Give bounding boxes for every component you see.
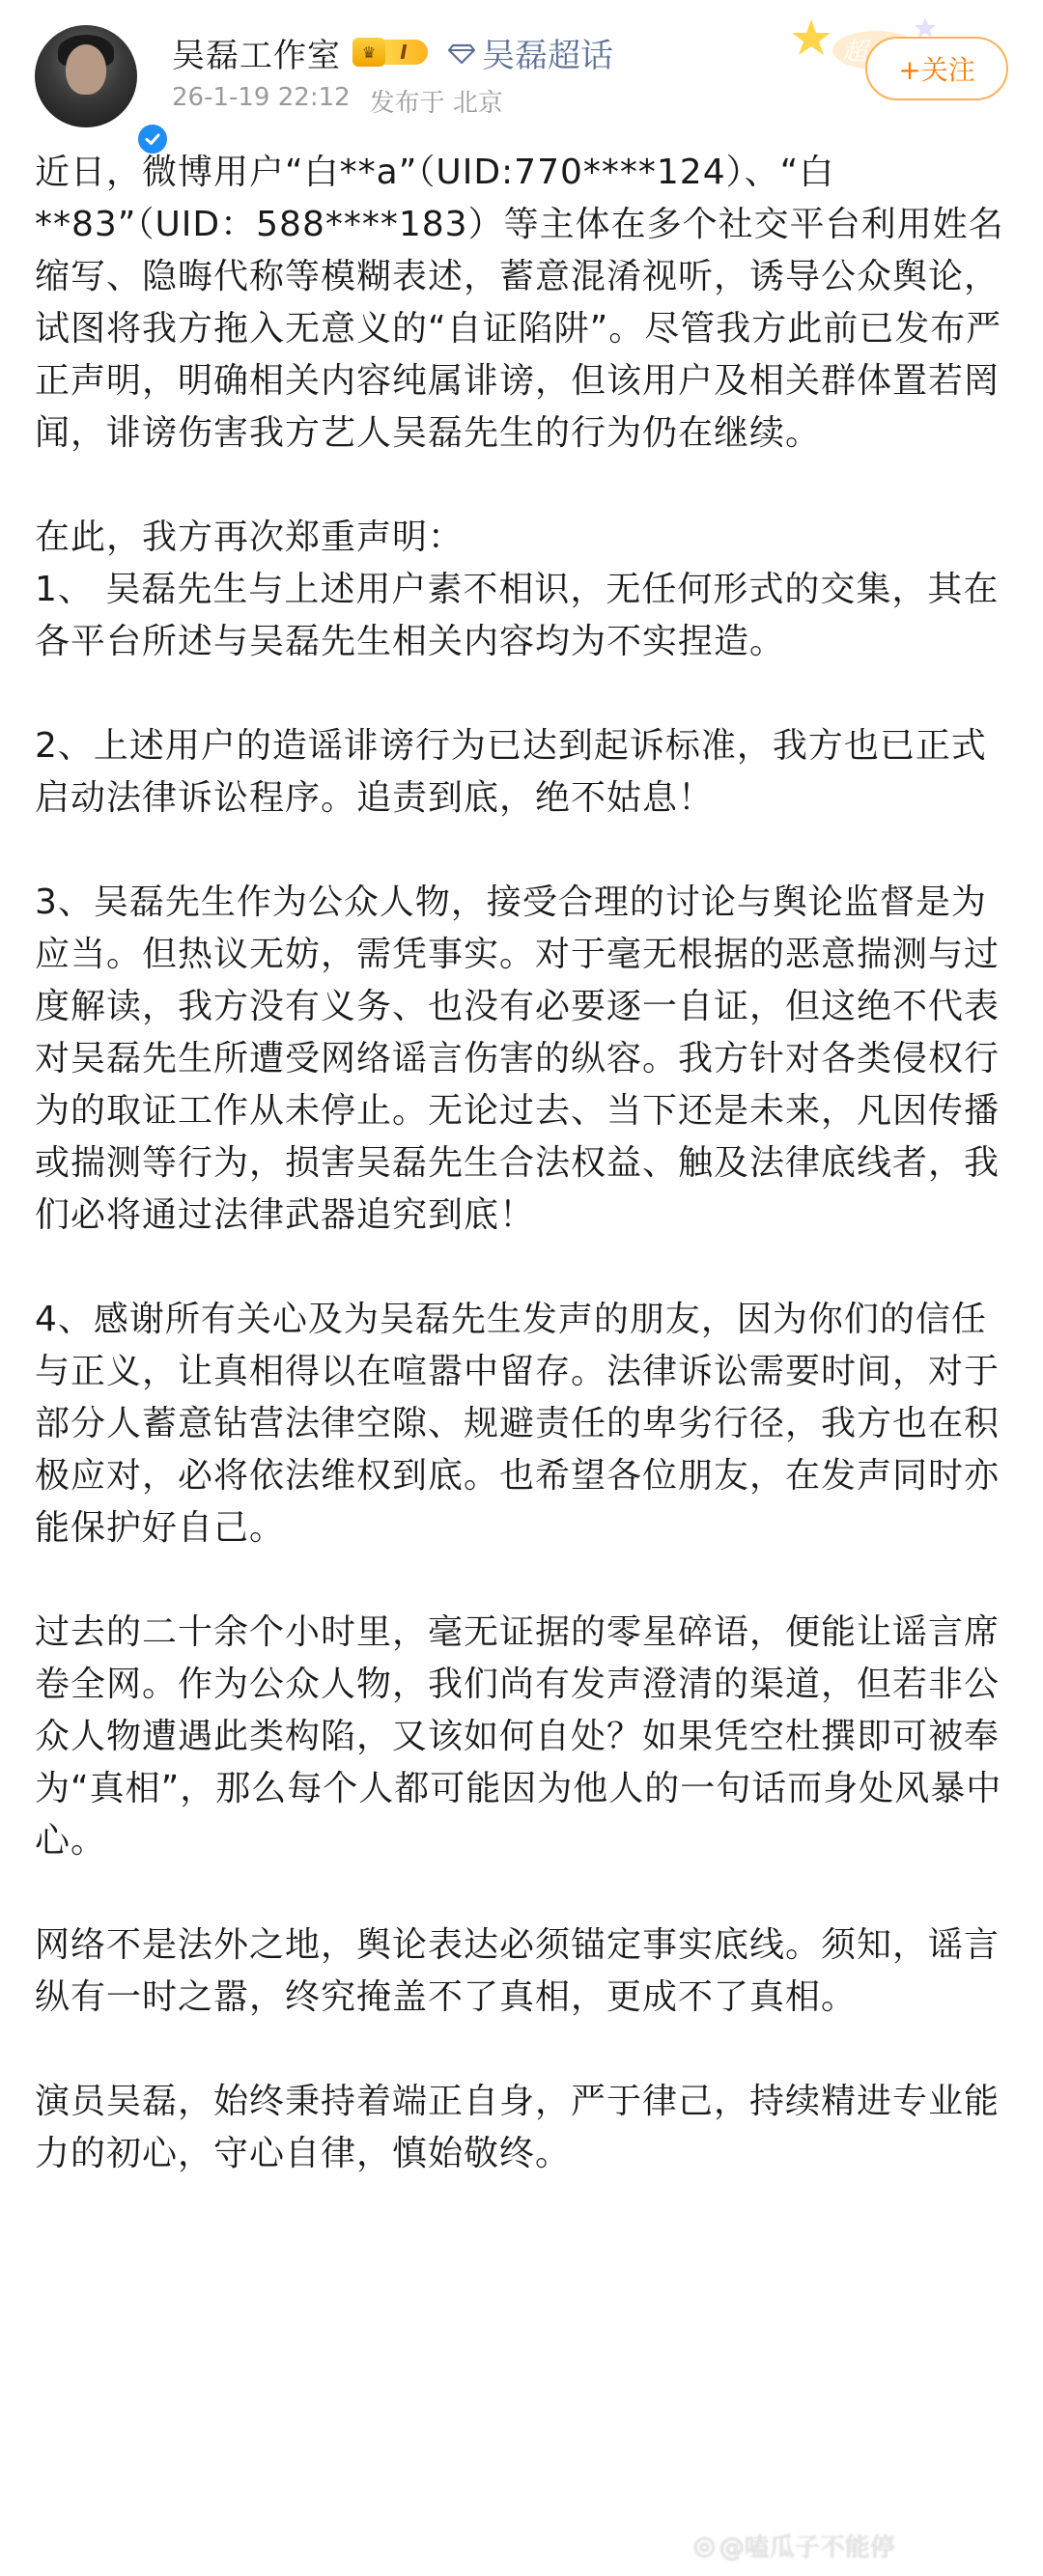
avatar[interactable] bbox=[35, 25, 137, 127]
supertopic-link[interactable]: 吴磊超话 bbox=[482, 36, 613, 75]
watermark bbox=[693, 2528, 895, 2563]
user-name[interactable]: 吴磊工作室 bbox=[172, 36, 341, 75]
paragraph-intro: 近日，微博用户“白**a”（UID:770****124）、“白**83”（UID：588****183）等主体在多个社交平台利用姓名缩写、隐晦代称等模糊表述，蓄意混淆视听，诱导公众舆论，试图将我方拖入无意义的“自证陷阱”。尽管我方此前已发布严正声明，明确相关内容纯属诽谤，但该用户及相关群体置若罔闻，诽谤伤害我方艺人吴磊先生的行为仍在继续。 bbox=[35, 153, 1004, 453]
post-date: 26-1-19 22:12 bbox=[172, 83, 351, 112]
deco-text: 超 bbox=[842, 38, 868, 67]
paragraph-statement-2: 2、上述用户的造谣诽谤行为已达到起诉标准，我方也已正式启动法律诉讼程序。追责到底，绝不姑息！ bbox=[35, 726, 987, 818]
follow-button[interactable]: +关注 bbox=[865, 37, 1008, 100]
diamond-icon bbox=[447, 38, 476, 67]
paragraph-internet: 网络不是法外之地，舆论表达必须锚定事实底线。须知，谣言纵有一时之嚣，终究掩盖不了真相，更成不了真相。 bbox=[35, 1925, 1001, 2017]
post-location: 发布于 北京 bbox=[369, 89, 503, 118]
avatar-face-shape bbox=[66, 44, 106, 95]
paragraph-reflection: 过去的二十余个小时里，毫无证据的零星碎语，便能让谣言席卷全网。作为公众人物，我们尚有发声澄清的渠道，但若非公众人物遭遇此类构陷，又该如何自处？如果凭空杜撰即可被奉为“真相”，那么每个人都可能因为他人的一句话而身处风暴中心。 bbox=[35, 1612, 1002, 1861]
paragraph-closing: 演员吴磊，始终秉持着端正自身，严于律己，持续精进专业能力的初心，守心自律，慎始敬终。 bbox=[35, 2082, 1001, 2173]
level-badge[interactable] bbox=[352, 37, 436, 68]
post-header bbox=[0, 0, 1043, 145]
paragraph-statement-1: 在此，我方再次郑重声明： 1、 吴磊先生与上述用户素不相识，无任何形式的交集，其在各平台所述与吴磊先生相关内容均为不实捏造。 bbox=[35, 518, 1000, 661]
paragraph-statement-4: 4、感谢所有关心及为吴磊先生发声的朋友，因为你们的信任与正义，让真相得以在喧嚣中留存。法律诉讼需要时间，对于部分人蓄意钻营法律空隙、规避责任的卑劣行径，我方也在积极应对，必将依法维权到底。也希望各位朋友，在发声同时亦能保护好自己。 bbox=[35, 1300, 1001, 1548]
paragraph-statement-3: 3、吴磊先生作为公众人物，接受合理的讨论与舆论监督是为应当。但热议无妨，需凭事实。对于毫无根据的恶意揣测与过度解读，我方没有义务、也没有必要逐一自证，但这绝不代表对吴磊先生所遭受网络谣言伤害的纵容。我方针对各类侵权行为的取证工作从未停止。无论过去、当下还是未来，凡因传播或揣测等行为，损害吴磊先生合法权益、触及法律底线者，我们必将通过法律武器追究到底！ bbox=[35, 882, 1001, 1235]
level-label: I bbox=[380, 40, 428, 65]
watermark-text: @嗑瓜子不能停 bbox=[719, 2534, 895, 2562]
weibo-logo-icon: ◎ bbox=[693, 2531, 716, 2561]
crown-icon: ♛ bbox=[352, 38, 385, 67]
post-content bbox=[35, 147, 1010, 2232]
name-row bbox=[172, 29, 613, 75]
post-meta bbox=[172, 83, 503, 119]
